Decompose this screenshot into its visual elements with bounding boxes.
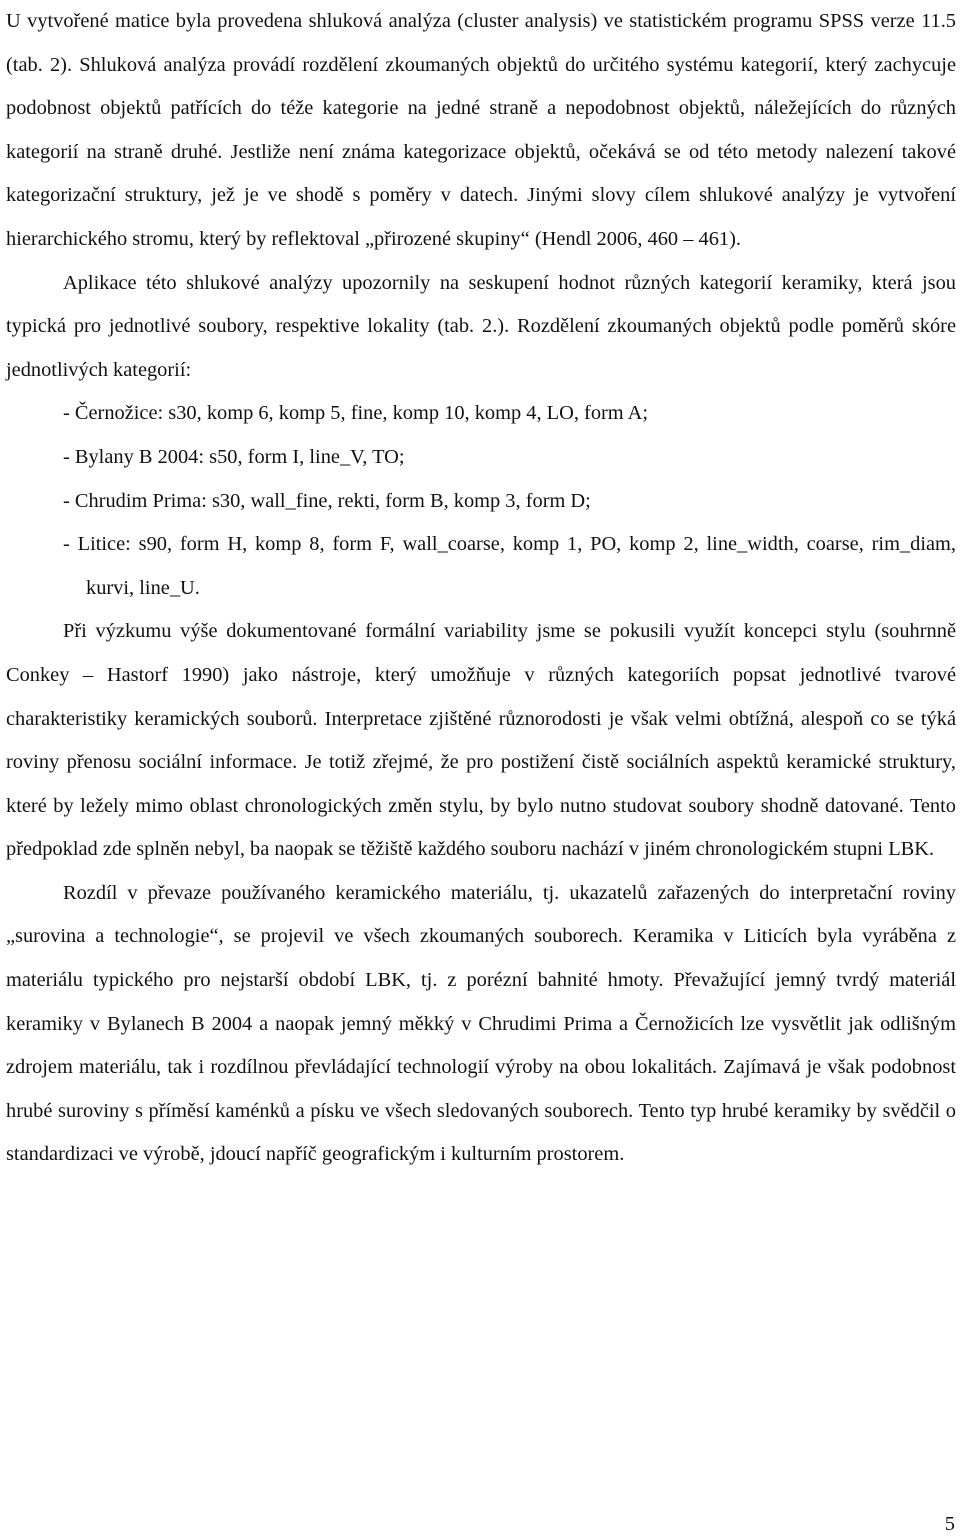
list-item-litice: - Litice: s90, form H, komp 8, form F, wall_coarse, komp 1, PO, komp 2, line_width, coarse, rim_diam, kurvi, line_U. <box>63 533 956 599</box>
body-text <box>6 0 956 1177</box>
paragraph-cluster-analysis: U vytvořené matice byla provedena shluková analýza (cluster analysis) ve statistickém programu SPSS verze 11.5 (tab. 2). Shluková analýza provádí rozdělení zkoumaných objektů do určitého systému kategorií, který zachycuje podobnost objektů patřících do téže kategorie na jedné straně a nepodobnost objektů, náležejících do různých kategorií na straně druhé. Jestliže není známa kategorizace objektů, očekává se od této metody nalezení takové kategorizační struktury, jež je ve shodě s poměry v datech. Jinými slovy cílem shlukové analýzy je vytvoření hierarchického stromu, který by reflektoval „přirozené skupiny“ (Hendl 2006, 460 – 461). <box>6 10 956 250</box>
list-item-chrudim: - Chrudim Prima: s30, wall_fine, rekti, form B, komp 3, form D; <box>63 489 591 512</box>
list-item-bylany: - Bylany B 2004: s50, form I, line_V, TO; <box>63 445 405 468</box>
paragraph-application: Aplikace této shlukové analýzy upozornily na seskupení hodnot různých kategorií keramiky, která jsou typická pro jednotlivé soubory, respektive lokality (tab. 2.). Rozdělení zkoumaných objektů podle poměrů skóre jednotlivých kategorií: <box>6 271 956 381</box>
paragraph-style-concept: Při výzkumu výše dokumentované formální variability jsme se pokusili využít koncepci stylu (souhrnně Conkey – Hastorf 1990) jako nástroje, který umožňuje v různých kategoriích popsat jednotlivé tvarové charakteristiky keramických souborů. Interpretace zjištěné různorodosti je však velmi obtížná, alespoň co se týká roviny přenosu sociální informace. Je totiž zřejmé, že pro postižení čistě sociálních aspektů keramické struktury, které by ležely mimo oblast chronologických změn stylu, by bylo nutno studovat soubory shodně datované. Tento předpoklad zde splněn nebyl, ba naopak se těžiště každého souboru nachází v jiném chronologickém stupni LBK. <box>6 620 956 861</box>
paragraph-material: Rozdíl v převaze používaného keramického materiálu, tj. ukazatelů zařazených do interpretační roviny „surovina a technologie“, se projevil ve všech zkoumaných souborech. Keramika v Liticích byla vyráběna z materiálu typického pro nejstarší období LBK, tj. z porézní bahnité hmoty. Převažující jemný tvrdý materiál keramiky v Bylanech B 2004 a naopak jemný měkký v Chrudimi Prima a Černožicích lze vysvětlit jak odlišným zdrojem materiálu, tak i rozdílnou převládající technologií výroby na obou lokalitách. Zajímavá je však podobnost hrubé suroviny s příměsí kaménků a písku ve všech sledovaných souborech. Tento typ hrubé keramiky by svědčil o standardizaci ve výrobě, jdoucí napříč geografickým i kulturním prostorem. <box>6 881 956 1166</box>
page-number: 5 <box>944 1513 955 1535</box>
list-item-cernozice: - Černožice: s30, komp 6, komp 5, fine, komp 10, komp 4, LO, form A; <box>63 402 649 425</box>
